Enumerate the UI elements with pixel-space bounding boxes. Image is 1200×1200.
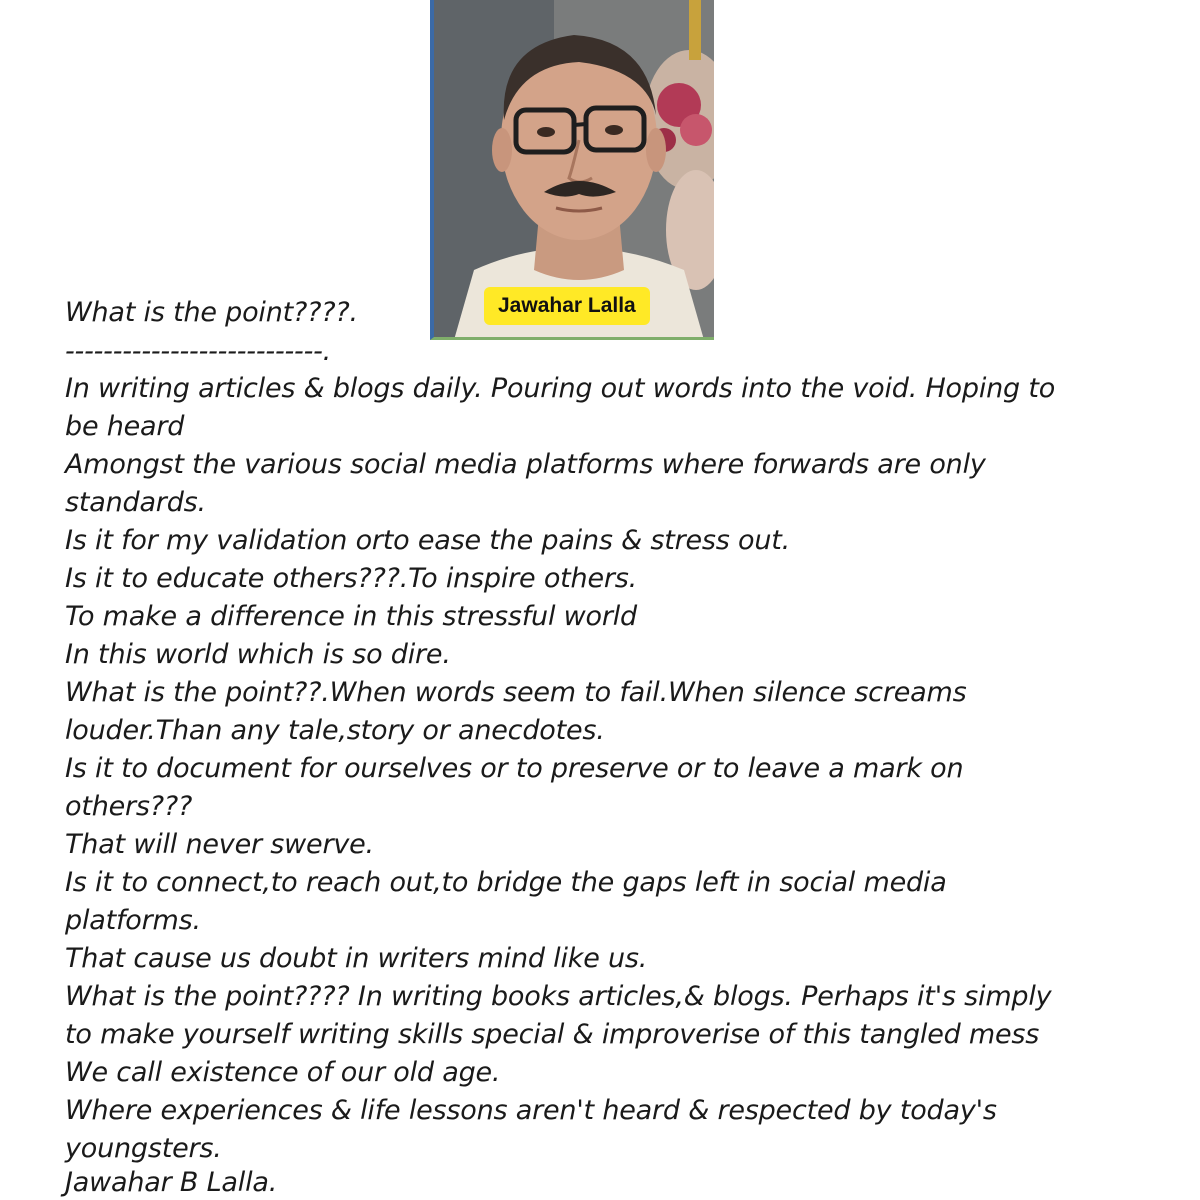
poem-line: others???: [65, 791, 193, 822]
poem-line: To make a difference in this stressful world: [65, 601, 637, 632]
poem-line: be heard: [65, 411, 185, 442]
poem-line: That cause us doubt in writers mind like us.: [65, 943, 648, 974]
poem-title: What is the point????.: [65, 297, 358, 328]
poem-divider: ---------------------------.: [65, 336, 332, 367]
poem-line: Where experiences & life lessons aren't heard & respected by today's: [65, 1095, 997, 1126]
author-photo: [430, 0, 714, 340]
poem-line: Amongst the various social media platforms where forwards are only: [65, 449, 986, 480]
poem-line: standards.: [65, 487, 206, 518]
author-name-badge: Jawahar Lalla: [484, 287, 650, 325]
poem-line: In this world which is so dire.: [65, 639, 451, 670]
poem-line: In writing articles & blogs daily. Pouring out words into the void. Hoping to: [65, 373, 1056, 404]
poem-line: What is the point??.When words seem to fail.When silence screams: [65, 677, 967, 708]
poem-line: What is the point???? In writing books articles,& blogs. Perhaps it's simply: [65, 981, 1052, 1012]
poem-signature: Jawahar B Lalla.: [65, 1167, 278, 1198]
poem-line: youngsters.: [65, 1133, 222, 1164]
poem-line: to make yourself writing skills special & improverise of this tangled mess: [65, 1019, 1040, 1050]
poem-line: Is it for my validation orto ease the pains & stress out.: [65, 525, 791, 556]
poem-line: We call existence of our old age.: [65, 1057, 501, 1088]
poem-line: louder.Than any tale,story or anecdotes.: [65, 715, 605, 746]
poem-line: Is it to document for ourselves or to preserve or to leave a mark on: [65, 753, 964, 784]
poem-line: Is it to connect,to reach out,to bridge the gaps left in social media: [65, 867, 947, 898]
poem-line: platforms.: [65, 905, 201, 936]
poem-line: That will never swerve.: [65, 829, 374, 860]
poem-line: Is it to educate others???.To inspire others.: [65, 563, 638, 594]
